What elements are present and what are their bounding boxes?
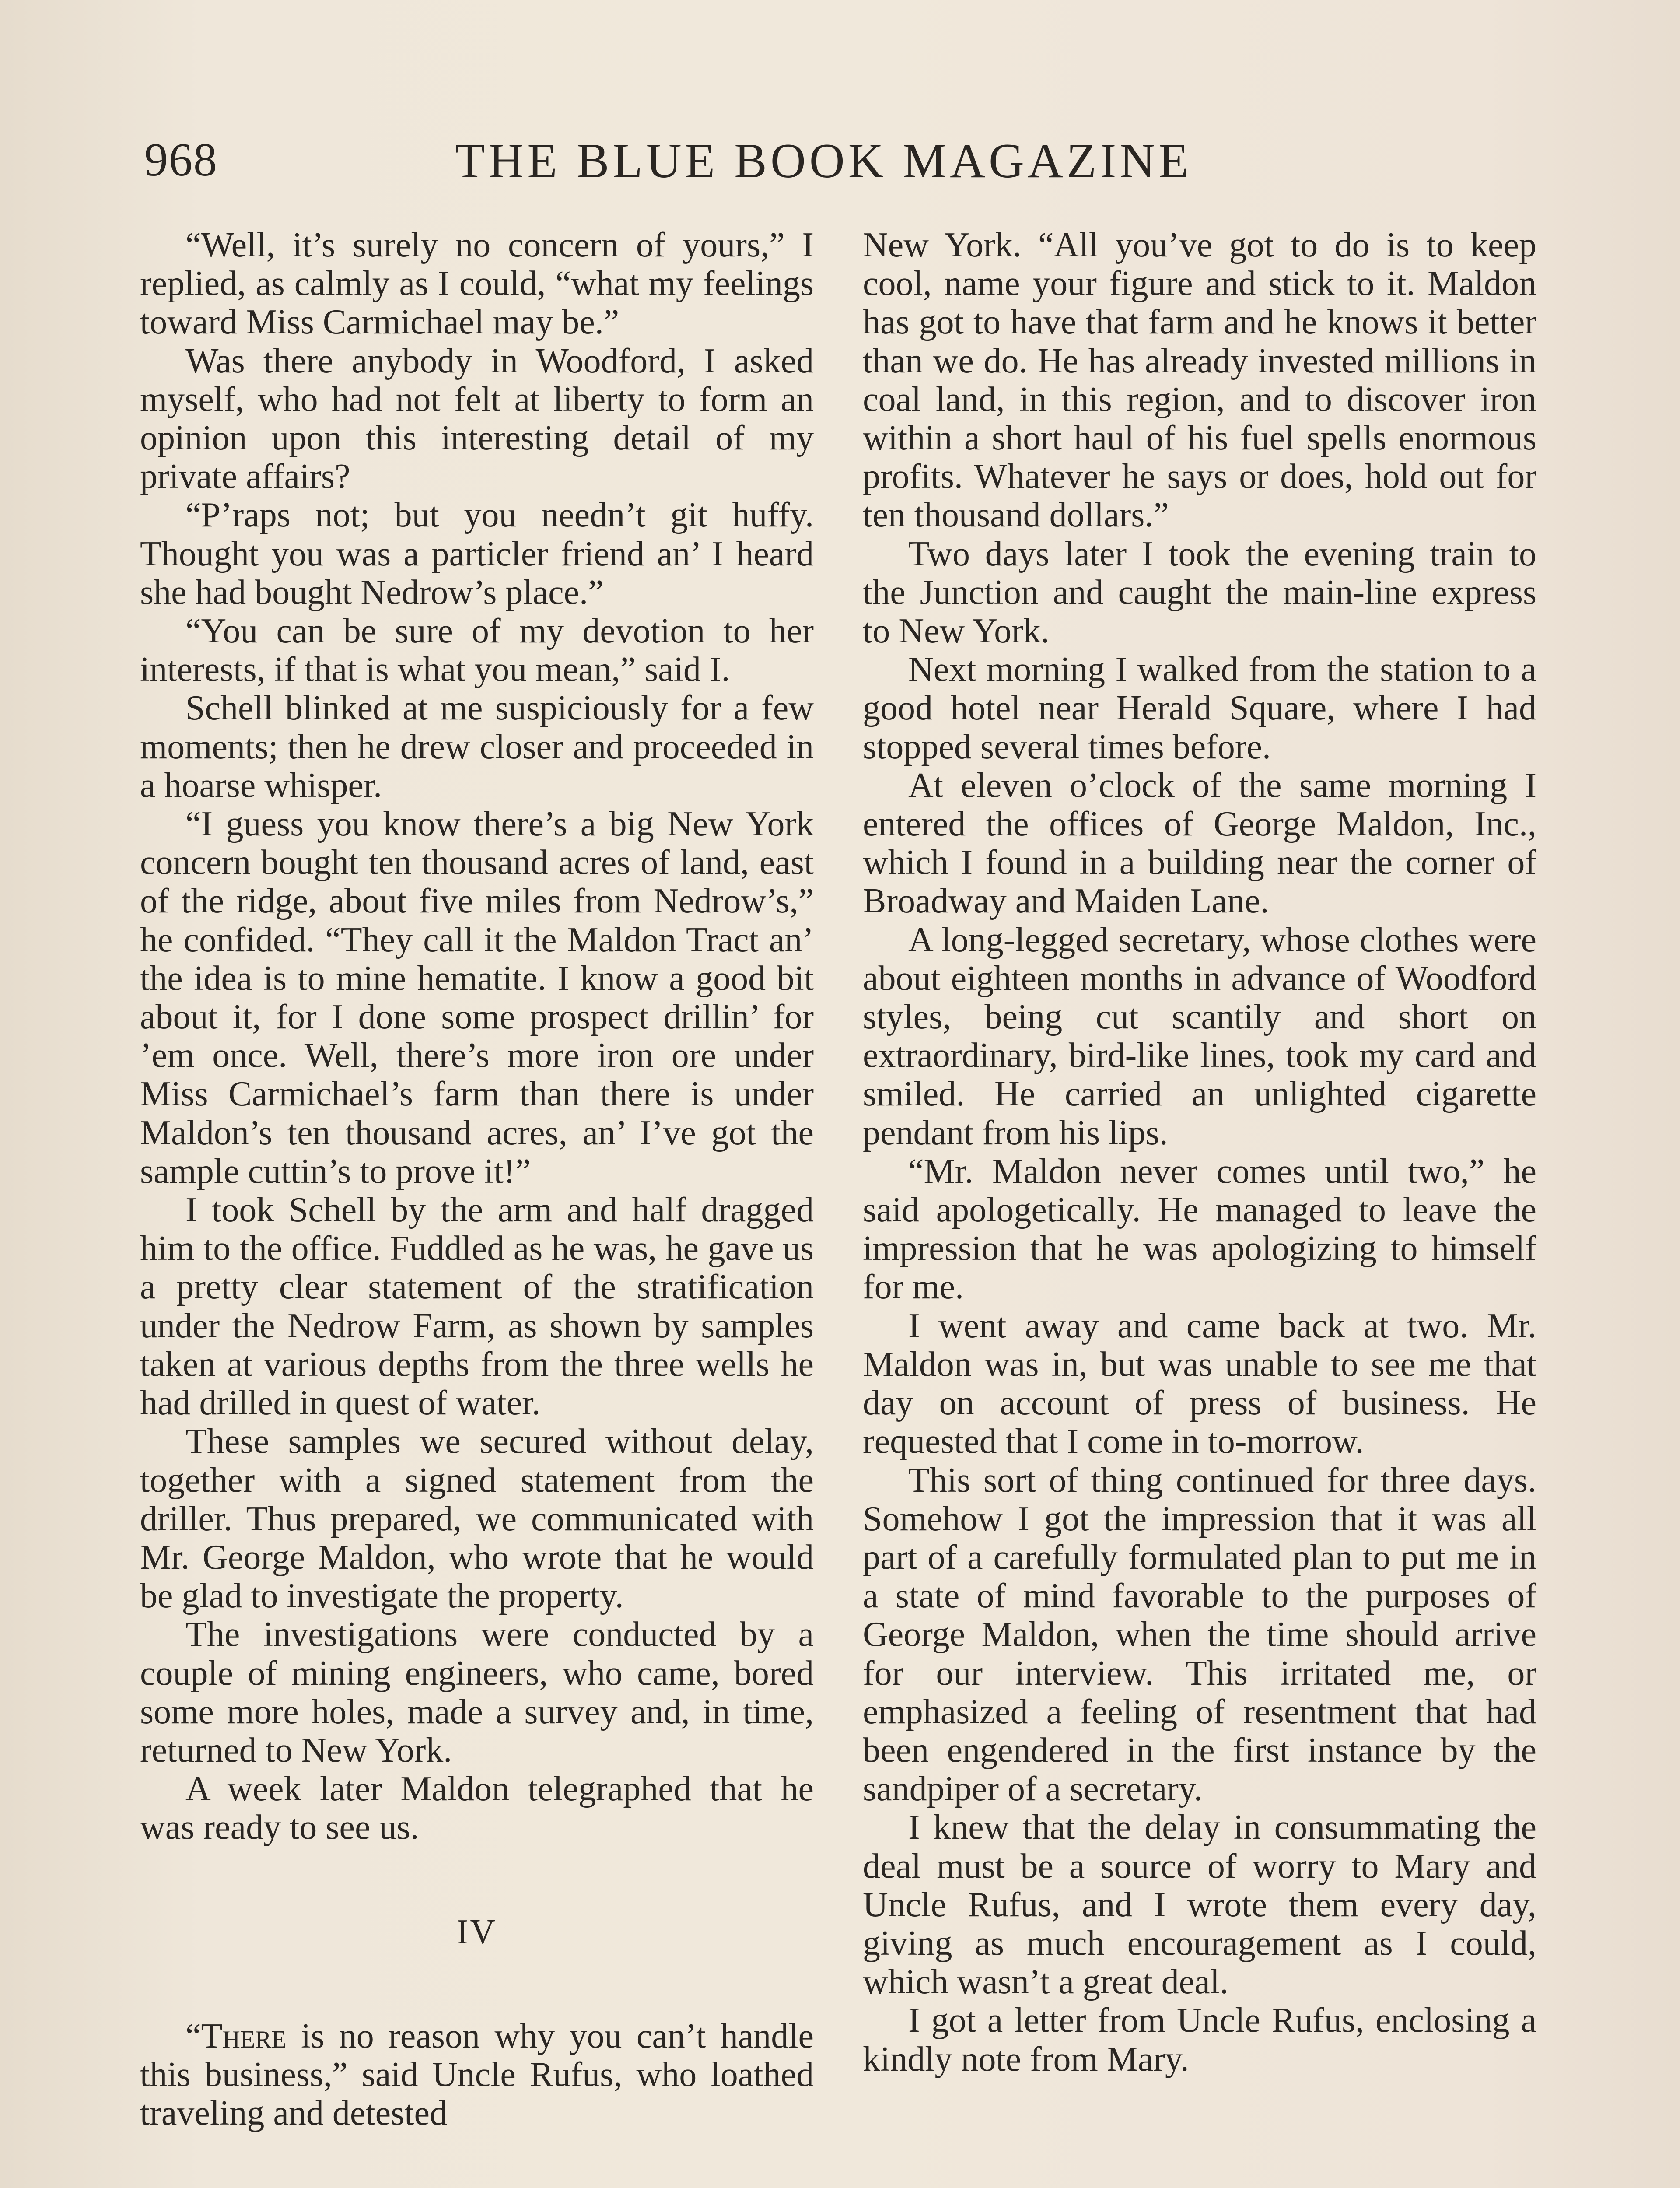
paragraph: I took Schell by the arm and half dragged him to the office. Fuddled as he was, he gave us a pretty clear statement of the stratification under the Nedrow Farm, as shown by samples taken at various depths from the three wells he had drilled in quest of water. xyxy=(140,1191,814,1423)
paragraph: “You can be sure of my devotion to her interests, if that is what you mean,” said I. xyxy=(140,612,814,689)
paragraph: A week later Maldon telegraphed that he was ready to see us. xyxy=(140,1770,814,1847)
paragraph: These samples we secured without delay, together with a signed statement from the driller. Thus prepared, we communicated with Mr. George Maldon, who wrote that he would be glad to investigate the property. xyxy=(140,1422,814,1616)
page-number: 968 xyxy=(144,134,218,186)
section-heading: IV xyxy=(456,1912,497,1951)
left-column xyxy=(140,226,814,2132)
paragraph: Was there anybody in Woodford, I asked myself, who had not felt at liberty to form an opinion upon this interesting detail of my private affairs? xyxy=(140,341,814,496)
paragraph: Next morning I walked from the station to a good hotel near Herald Square, where I had stopped several times before. xyxy=(863,650,1536,766)
paragraph: I went away and came back at two. Mr. Maldon was in, but was unable to see me that day on account of press of business. He requested that I come in to-morrow. xyxy=(863,1306,1536,1461)
paragraph: “I guess you know there’s a big New York concern bought ten thousand acres of land, east of the ridge, about five miles from Nedrow’s,” he confided. “They call it the Maldon Tract an’ the idea is to mine hematite. I know a good bit about it, for I done some prospect drillin’ for ’em once. Well, there’s more iron ore under Miss Carmichael’s farm than there is under Maldon’s ten thousand acres, an’ I’ve got the sample cuttin’s to prove it!” xyxy=(140,805,814,1191)
paragraph: At eleven o’clock of the same morning I entered the offices of George Maldon, Inc., which I found in a building near the corner of Broadway and Maiden Lane. xyxy=(863,766,1536,921)
page-header xyxy=(144,127,1229,197)
paragraph: Two days later I took the evening train to the Junction and caught the main-line express to New York. xyxy=(863,534,1536,651)
paragraph: The investigations were conducted by a couple of mining engineers, who came, bored some more holes, made a survey and, in time, returned to New York. xyxy=(140,1615,814,1770)
paragraph: “Well, it’s surely no concern of yours,” I replied, as calmly as I could, “what my feelings toward Miss Carmichael may be.” xyxy=(140,226,814,342)
paragraph: I got a letter from Uncle Rufus, enclosing a kindly note from Mary. xyxy=(863,2001,1536,2079)
paragraph: I knew that the delay in consummating the deal must be a source of worry to Mary and Uncle Rufus, and I wrote them every day, giving as much encouragement as I could, which wasn’t a great deal. xyxy=(863,1808,1536,2002)
section-first-word: There xyxy=(201,2016,287,2055)
paragraph: “P’raps not; but you needn’t git huffy. Thought you was a particler friend an’ I heard she had bought Nedrow’s place.” xyxy=(140,496,814,612)
right-column xyxy=(863,226,1536,2079)
paragraph: New York. “All you’ve got to do is to keep cool, name your figure and stick to it. Maldon has got to have that farm and he knows it better than we do. He has already invested millions in coal land, in this region, and to discover iron within a short haul of his fuel spells enormous profits. Whatever he says or does, hold out for ten thousand dollars.” xyxy=(863,226,1536,535)
paragraph: Schell blinked at me suspiciously for a few moments; then he drew closer and proceeded in a hoarse whisper. xyxy=(140,689,814,805)
paragraph: “Mr. Maldon never comes until two,” he said apologetically. He managed to leave the impression that he was apologizing to himself for me. xyxy=(863,1152,1536,1307)
paragraph: This sort of thing continued for three days. Somehow I got the impression that it was all part of a carefully formulated plan to put me in a state of mind favorable to the purposes of George Maldon, when the time should arrive for our interview. This irritated me, or emphasized a feeling of resentment that had been engendered in the first instance by the sandpiper of a secretary. xyxy=(863,1461,1536,1809)
paragraph: A long-legged secretary, whose clothes were about eighteen months in advance of Woodford styles, being cut scantily and short on extraordinary, bird-like lines, took my card and smiled. He carried an unlighted cigarette pendant from his lips. xyxy=(863,920,1536,1152)
section-first-paragraph-text: is no reason why you can’t handle this business,” said Uncle Rufus, who loathed traveling and detested xyxy=(140,2016,814,2133)
running-title: THE BLUE BOOK MAGAZINE xyxy=(455,134,1192,188)
section-opening-paragraph: “There is no reason why you can’t handle this business,” said Uncle Rufus, who loathed traveling and detested xyxy=(140,2016,814,2133)
